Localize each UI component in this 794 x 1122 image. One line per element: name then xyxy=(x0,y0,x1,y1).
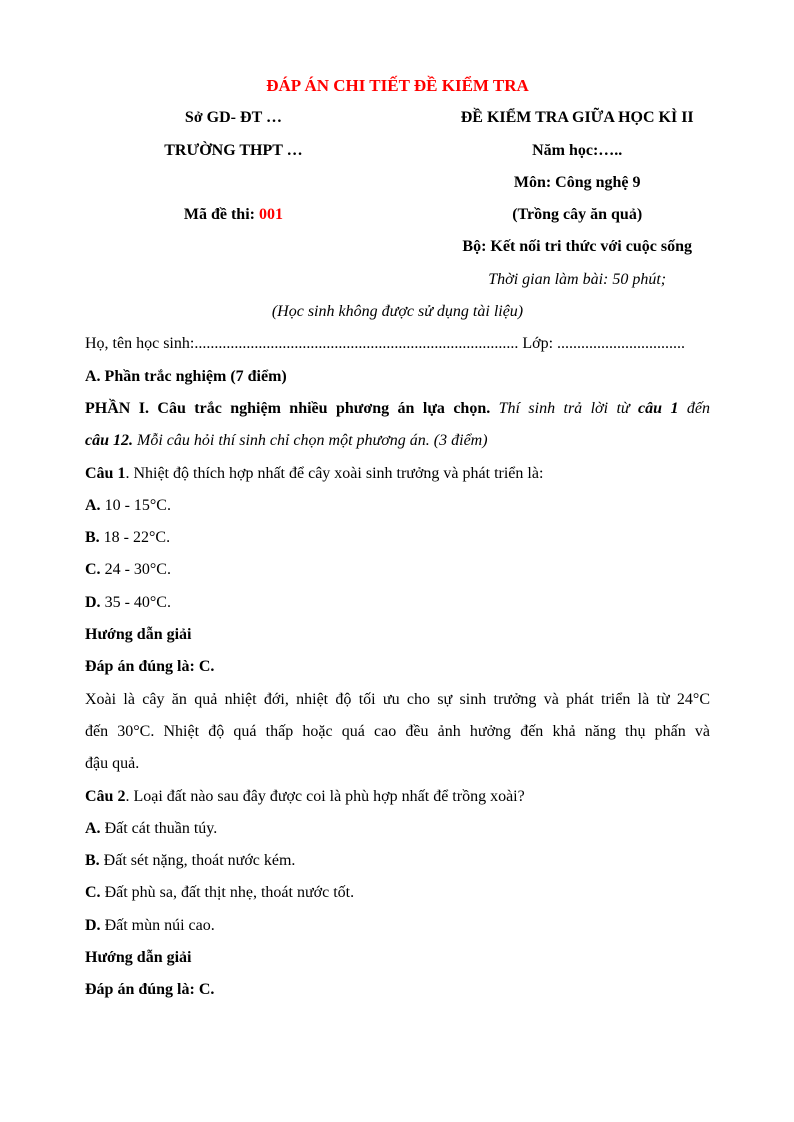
q1-option-a: A. 10 - 15°C. xyxy=(85,496,171,514)
subject-topic: (Trồng cây ăn quả) xyxy=(512,206,643,224)
no-materials-note: (Học sinh không được sử dụng tài liệu) xyxy=(271,303,524,321)
question-2: Câu 2. Loại đất nào sau đây được coi là phù hợp nhất để trồng xoài? xyxy=(85,787,525,805)
header-row-3 xyxy=(85,167,710,199)
q1-correct-answer: Đáp án đúng là: C. xyxy=(85,658,215,676)
part1-intro-line1: PHẦN I. Câu trắc nghiệm nhiều phương án lựa chọn. Thí sinh trả lời từ câu 1 đến xyxy=(85,399,710,417)
exam-code-label: Mã đề thi: xyxy=(183,206,259,224)
header-left-spacer-1 xyxy=(85,167,382,199)
q1-explanation-line2: đến 30°C. Nhiệt độ quá thấp hoặc quá cao đều ảnh hưởng đến khả năng thụ phấn và xyxy=(85,722,710,740)
class-label: Lớp: xyxy=(518,335,558,353)
student-info-line xyxy=(85,328,710,360)
q2-option-b: B. Đất sét nặng, thoát nước kém. xyxy=(85,852,296,870)
q1-option-c: C. 24 - 30°C. xyxy=(85,561,171,579)
q2-correct-answer: Đáp án đúng là: C. xyxy=(85,981,215,999)
student-name-label: Họ, tên học sinh: xyxy=(85,335,195,353)
q2-option-a: A. Đất cát thuần túy. xyxy=(85,819,218,837)
class-dots: ................................ xyxy=(557,335,686,353)
exam-code-line xyxy=(85,199,382,231)
school-dept: Sở GD- ĐT … xyxy=(184,109,282,127)
doc-title: ĐÁP ÁN CHI TIẾT ĐỀ KIỂM TRA xyxy=(266,76,529,95)
header-row-6 xyxy=(85,264,710,296)
q2-option-d: D. Đất mùn núi cao. xyxy=(85,916,215,934)
q1-explanation-line1: Xoài là cây ăn quả nhiệt đới, nhiệt độ tối ưu cho sự sinh trưởng và phát triển là từ 24°C xyxy=(85,690,710,708)
header-row-4 xyxy=(85,199,710,231)
header-left-spacer-2 xyxy=(85,231,382,263)
school-year: Năm học:….. xyxy=(532,141,623,159)
q1-guide-heading: Hướng dẫn giải xyxy=(85,626,192,644)
header-row-5 xyxy=(85,231,710,263)
exam-code-value: 001 xyxy=(258,206,283,224)
header-left-spacer-3 xyxy=(85,264,382,296)
exam-title: ĐỀ KIỂM TRA GIỮA HỌC KÌ II xyxy=(460,109,694,127)
part1-intro-line2: câu 12. Mỗi câu hỏi thí sinh chỉ chọn một phương án. (3 điểm) xyxy=(85,432,488,450)
q1-explanation-line3: đậu quả. xyxy=(85,755,140,773)
book-series: Bộ: Kết nối tri thức với cuộc sống xyxy=(462,238,692,256)
q2-guide-heading: Hướng dẫn giải xyxy=(85,949,192,967)
time-limit-note: Thời gian làm bài: 50 phút; xyxy=(488,270,667,288)
subject-name: Môn: Công nghệ 9 xyxy=(513,173,641,191)
student-name-dots: ................................................................................. xyxy=(194,335,519,353)
q1-option-d: D. 35 - 40°C. xyxy=(85,593,171,611)
header-row-2 xyxy=(85,135,710,167)
section-a-heading: A. Phần trắc nghiệm (7 điểm) xyxy=(85,367,287,385)
header-row-1 xyxy=(85,102,710,134)
q1-option-b: B. 18 - 22°C. xyxy=(85,529,171,547)
school-name: TRƯỜNG THPT … xyxy=(164,141,303,159)
q2-option-c: C. Đất phù sa, đất thịt nhẹ, thoát nước tốt. xyxy=(85,884,355,902)
question-1: Câu 1. Nhiệt độ thích hợp nhất để cây xoài sinh trưởng và phát triển là: xyxy=(85,464,544,482)
